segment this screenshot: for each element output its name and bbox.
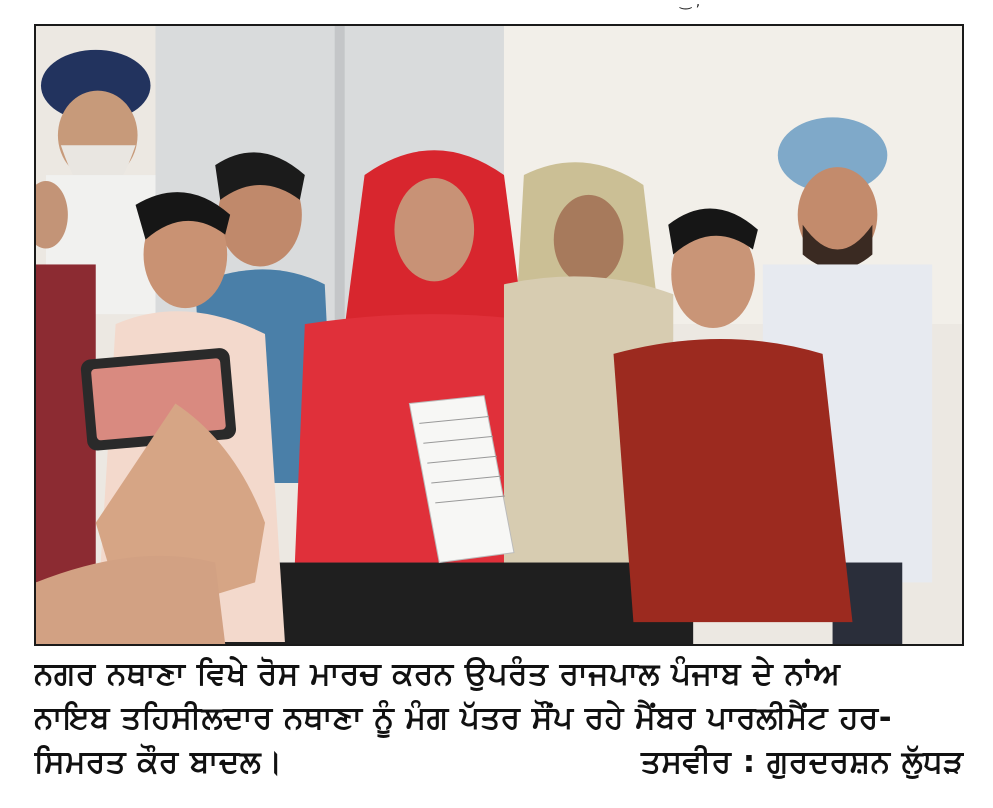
- news-photo: [34, 24, 964, 646]
- caption-line-2: ਨਾਇਬ ਤਹਿਸੀਲਦਾਰ ਨਥਾਣਾ ਨੂੰ ਮੰਗ ਪੱਤਰ ਸੌਂਪ ਰਹੇ ਮੈਂਬਰ ਪਾਰਲੀਮੈਂਟ ਹਰ-: [34, 700, 893, 736]
- photo-illustration: [36, 26, 962, 644]
- photo-caption: [34, 652, 964, 784]
- photo-credit: ਤਸਵੀਰ : ਗੁਰਦਰਸ਼ਨ ਲੁੱਧੜ: [640, 744, 964, 780]
- caption-line-3: [34, 740, 964, 784]
- cut-off-text-fragment: ‿ ,: [680, 0, 701, 10]
- caption-line-1: ਨਗਰ ਨਥਾਣਾ ਵਿਖੇ ਰੋਸ ਮਾਰਚ ਕਰਨ ਉਪਰੰਤ ਰਾਜਪਾਲ ਪੰਜਾਬ ਦੇ ਨਾਂਅ: [34, 656, 841, 692]
- caption-line-3-text: ਸਿਮਰਤ ਕੌਰ ਬਾਦਲ।: [34, 744, 283, 780]
- door-seam: [335, 26, 345, 324]
- previous-column-strip: [0, 0, 993, 22]
